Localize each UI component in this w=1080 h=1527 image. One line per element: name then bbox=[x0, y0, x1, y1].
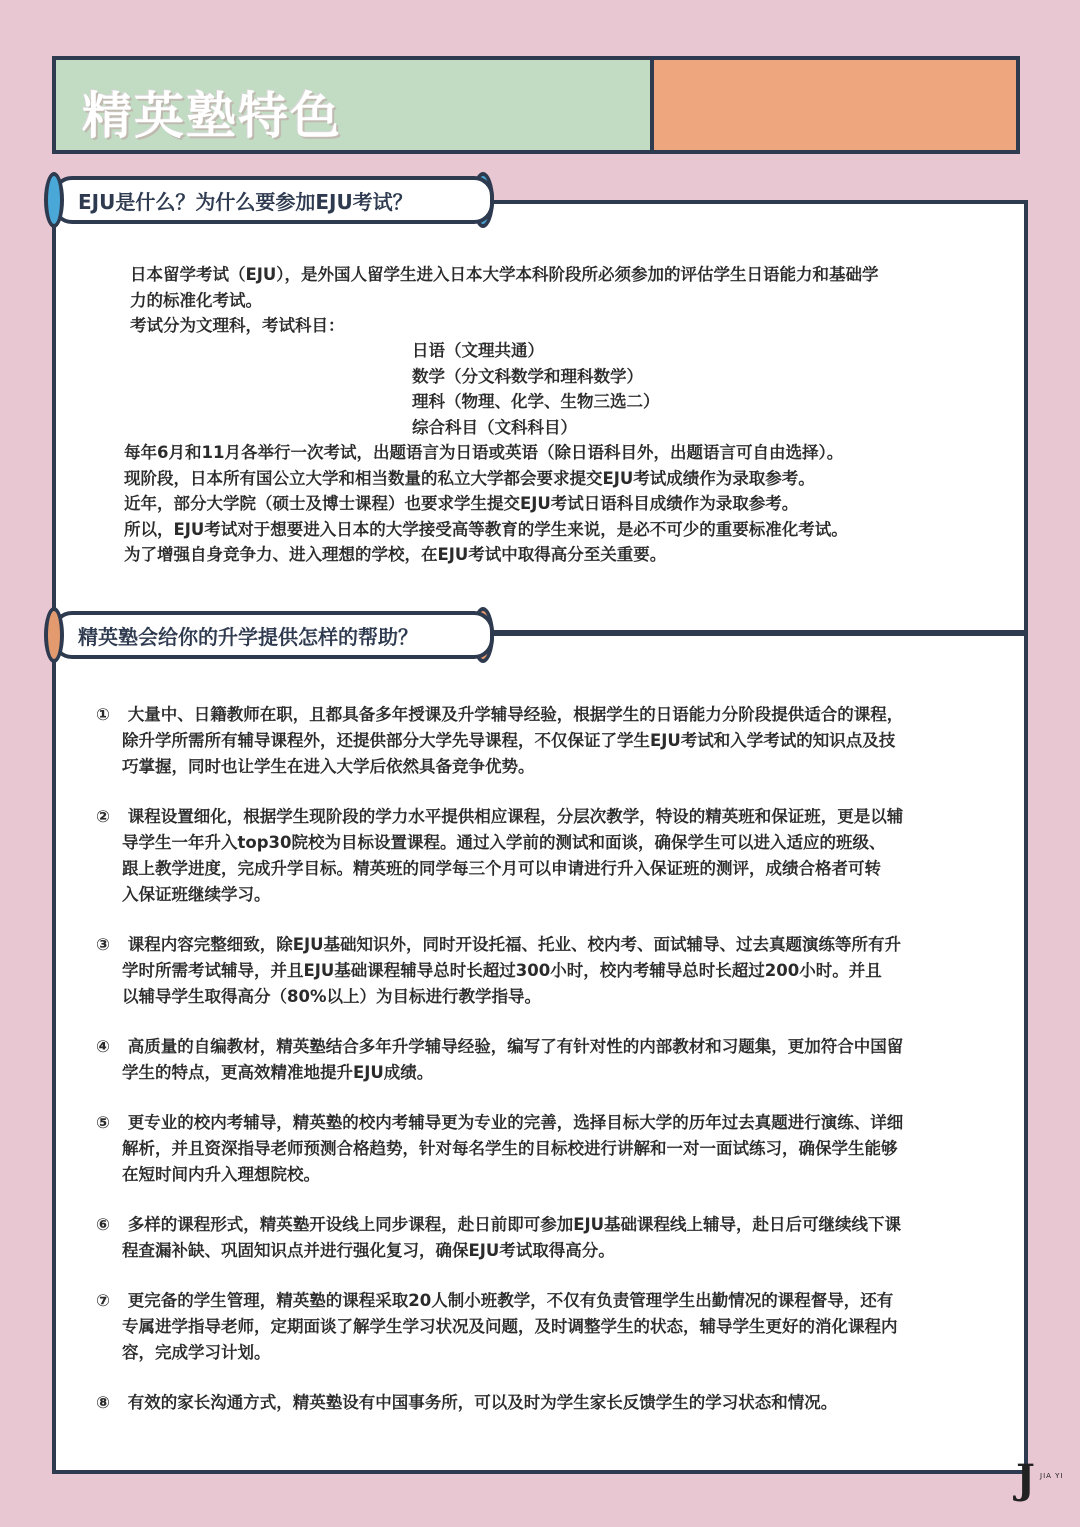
item-line: 巧掌握，同时也让学生在进入大学后依然具备竞争优势。 bbox=[122, 757, 535, 776]
intro-line: 考试分为文理科，考试科目： bbox=[130, 316, 345, 335]
item-line: 更完备的学生管理，精英塾的课程采取20人制小班教学，不仅有负责管理学生出勤情况的课程督导，还有 bbox=[127, 1291, 894, 1310]
item-line: 学时所需考试辅导，并且EJU基础课程辅导总时长超过300小时，校内考辅导总时长超过200小时。并且 bbox=[122, 961, 882, 980]
intro-line: 力的标准化考试。 bbox=[130, 290, 262, 310]
subject-item: 数学（分文科数学和理科数学） bbox=[412, 366, 643, 386]
item-number: ⑤ bbox=[96, 1113, 110, 1132]
detail-line: 近年，部分大学院（硕士及博士课程）也要求学生提交EJU考试日语科目成绩作为录取参考。 bbox=[124, 494, 799, 513]
detail-line: 现阶段，日本所有国公立大学和相当数量的私立大学都会要求提交EJU考试成绩作为录取参考。 bbox=[124, 468, 815, 488]
item-number: ② bbox=[96, 807, 110, 826]
item-line: 学生的特点，更高效精准地提升EJU成绩。 bbox=[122, 1063, 434, 1082]
item-line: 多样的课程形式，精英塾开设线上同步课程，赴日前即可参加EJU基础课程线上辅导，赴日后可继续线下课 bbox=[127, 1215, 902, 1234]
header-box bbox=[52, 56, 1020, 154]
feature-item-3 bbox=[96, 932, 986, 1010]
item-number: ③ bbox=[96, 935, 110, 954]
header-accent-block bbox=[654, 60, 1016, 150]
page-title: 精英塾特色 bbox=[82, 87, 342, 145]
section1-heading: EJU是什么？为什么要参加EJU考试？ bbox=[52, 176, 494, 224]
item-line: 课程内容完整细致，除EJU基础知识外，同时开设托福、托业、校内考、面试辅导、过去真题演练等所有升 bbox=[127, 935, 902, 954]
banner2-left-cap bbox=[44, 607, 64, 663]
item-line: 除升学所需所有辅导课程外，还提供部分大学先导课程，不仅保证了学生EJU考试和入学考试的知识点及技 bbox=[122, 731, 896, 750]
feature-item-7 bbox=[96, 1288, 986, 1366]
item-number: ④ bbox=[96, 1037, 110, 1056]
item-line: 高质量的自编教材，精英塾结合多年升学辅导经验，编写了有针对性的内部教材和习题集，更加符合中国留 bbox=[127, 1037, 904, 1056]
detail-line: 为了增强自身竞争力、进入理想的学校，在EJU考试中取得高分至关重要。 bbox=[124, 545, 667, 564]
subject-item: 综合科目（文科科目） bbox=[412, 417, 577, 437]
item-line: 更专业的校内考辅导，精英塾的校内考辅导更为专业的完善，选择目标大学的历年过去真题进行演练、详细 bbox=[127, 1113, 904, 1132]
section2-heading: 精英塾会给你的升学提供怎样的帮助？ bbox=[52, 611, 494, 659]
intro-line: 日本留学考试（EJU），是外国人留学生进入日本大学本科阶段所必须参加的评估学生日语能力和基础学 bbox=[130, 265, 879, 284]
item-line: 大量中、日籍教师在职，且都具备多年授课及升学辅导经验，根据学生的日语能力分阶段提供适合的课程， bbox=[127, 705, 904, 724]
section1-intro bbox=[130, 262, 980, 339]
banner1-left-cap bbox=[44, 172, 64, 228]
feature-item-6 bbox=[96, 1212, 986, 1264]
item-line: 解析，并且资深指导老师预测合格趋势，针对每名学生的目标校进行讲解和一对一面试练习，确保学生能够 bbox=[122, 1139, 898, 1158]
feature-item-2 bbox=[96, 804, 986, 908]
item-line: 程查漏补缺、巩固知识点并进行强化复习，确保EJU考试取得高分。 bbox=[122, 1241, 615, 1260]
section1-details bbox=[124, 440, 984, 568]
item-number: ⑦ bbox=[96, 1291, 110, 1310]
item-line: 专属进学指导老师，定期面谈了解学生学习状况及问题，及时调整学生的状态，辅导学生更好的消化课程内 bbox=[122, 1317, 898, 1336]
item-line: 在短时间内升入理想院校。 bbox=[122, 1165, 320, 1184]
item-number: ① bbox=[96, 705, 110, 724]
item-line: 有效的家长沟通方式，精英塾设有中国事务所，可以及时为学生家长反馈学生的学习状态和情况。 bbox=[127, 1393, 838, 1412]
detail-line: 每年6月和11月各举行一次考试，出题语言为日语或英语（除日语科目外，出题语言可自由选择）。 bbox=[124, 443, 844, 462]
item-line: 容，完成学习计划。 bbox=[122, 1343, 271, 1362]
item-line: 跟上教学进度，完成升学目标。精英班的同学每三个月可以申请进行升入保证班的测评，成绩合格者可转 bbox=[122, 859, 881, 878]
detail-line: 所以，EJU考试对于想要进入日本的大学接受高等教育的学生来说，是必不可少的重要标准化考试。 bbox=[124, 519, 848, 539]
feature-item-4 bbox=[96, 1034, 986, 1086]
item-line: 导学生一年升入top30院校为目标设置课程。通过入学前的测试和面谈，确保学生可以进入适应的班级、 bbox=[122, 833, 886, 852]
item-number: ⑧ bbox=[96, 1393, 110, 1412]
brand-logo-subtext: JIA YI bbox=[1040, 1472, 1064, 1480]
header-title-block bbox=[56, 60, 654, 150]
subject-item: 理科（物理、化学、生物三选二） bbox=[412, 392, 660, 411]
subject-list bbox=[412, 338, 660, 440]
feature-item-5 bbox=[96, 1110, 986, 1188]
brand-logo: J bbox=[1016, 1456, 1035, 1503]
feature-item-8 bbox=[96, 1390, 986, 1416]
subject-item: 日语（文理共通） bbox=[412, 341, 544, 360]
item-number: ⑥ bbox=[96, 1215, 110, 1234]
item-line: 入保证班继续学习。 bbox=[122, 885, 271, 904]
item-line: 以辅导学生取得高分（80%以上）为目标进行教学指导。 bbox=[122, 987, 541, 1006]
feature-item-1 bbox=[96, 702, 986, 780]
item-line: 课程设置细化，根据学生现阶段的学力水平提供相应课程，分层次教学，特设的精英班和保证班，更是以辅 bbox=[127, 807, 904, 826]
